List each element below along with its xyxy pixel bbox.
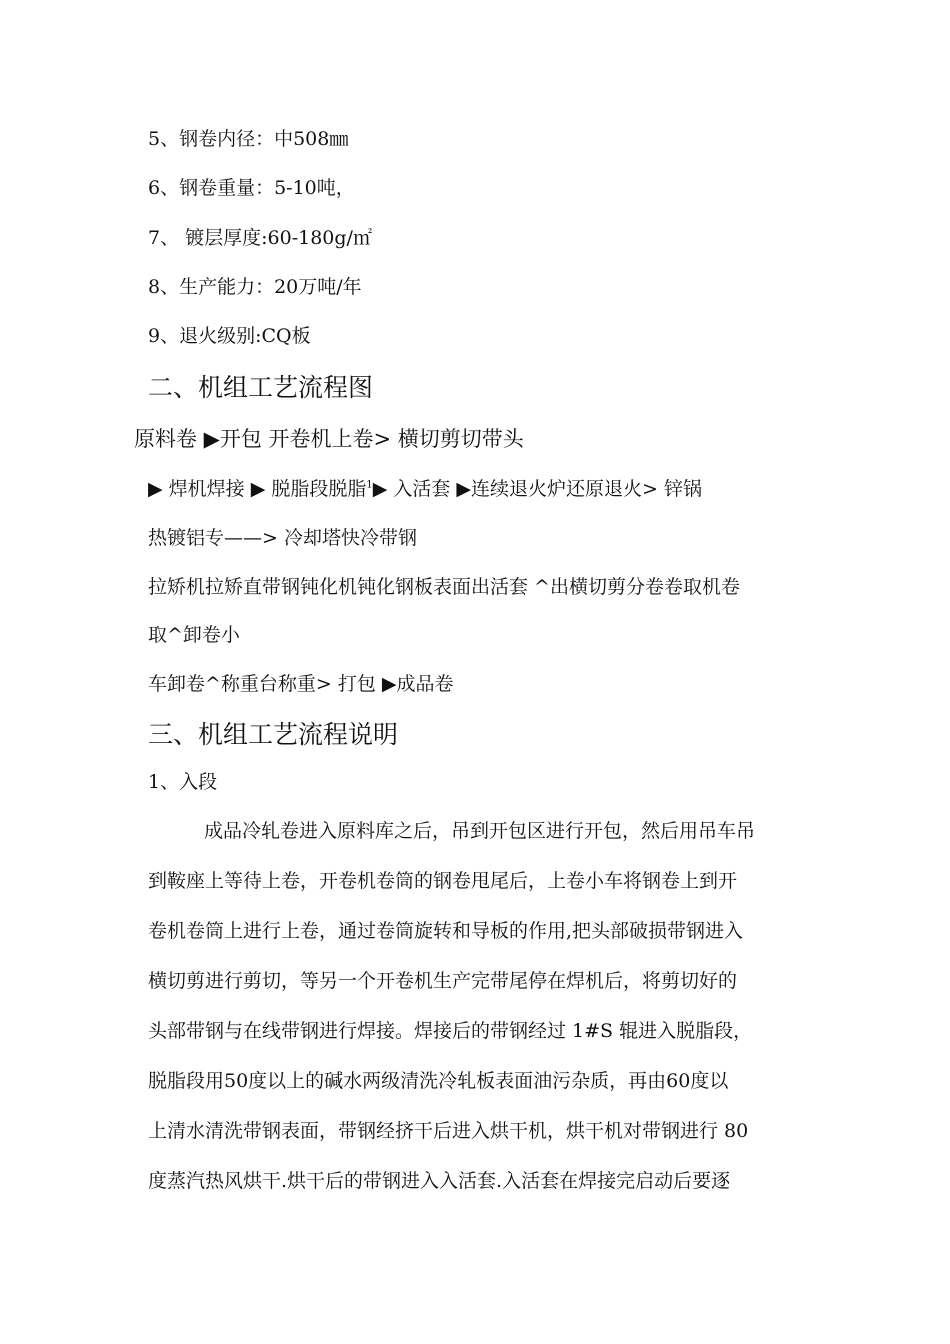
paragraph-line: 成品冷轧卷进入原料库之后，吊到开包区进行开包，然后用吊车吊	[204, 820, 756, 842]
flow-line-2-part-a: ▶ 焊机焊接 ▶ 脱脂段脱脂	[148, 478, 367, 500]
spec-item-coil-weight: 6、钢卷重量：5-10吨，	[148, 177, 355, 199]
flow-line-4: 拉矫机拉矫直带钢钝化机钝化钢板表面出活套 ^出横切剪分卷卷取机卷	[148, 576, 740, 598]
section-heading-flow-description: 三、机组工艺流程说明	[148, 720, 399, 749]
flow-line-6: 车卸卷^称重台称重> 打包 ▶成品卷	[148, 673, 454, 695]
paragraph-line: 脱脂段用50度以上的碱水两级清洗冷轧板表面油污杂质，再由60度以	[148, 1070, 729, 1092]
paragraph-line: 卷机卷筒上进行上卷，通过卷筒旋转和导板的作用,把头部破损带钢进入	[148, 920, 744, 942]
paragraph-line: 横切剪进行剪切，等另一个开卷机生产完带尾停在焊机后，将剪切好的	[148, 970, 738, 992]
flow-line-5: 取^卸卷小	[148, 624, 240, 646]
spec-item-inner-diameter: 5、钢卷内径：中508㎜	[148, 128, 349, 150]
flow-line-1: 原料卷 ▶开包 开卷机上卷> 横切剪切带头	[134, 427, 524, 451]
flow-footnote-marker: 1	[366, 479, 373, 491]
spec-item-annealing-grade: 9、退火级别:CQ板	[148, 325, 311, 347]
subsection-title-entry: 1、入段	[148, 771, 218, 793]
section-heading-flow-chart: 二、机组工艺流程图	[148, 373, 374, 402]
paragraph-line: 上清水清洗带钢表面，带钢经挤干后进入烘干机，烘干机对带钢进行 80	[148, 1120, 749, 1142]
paragraph-line: 度蒸汽热风烘干.烘干后的带钢进入入活套.入活套在焊接完启动后要逐	[148, 1170, 731, 1192]
flow-line-3: 热镀铝专——> 冷却塔快冷带钢	[148, 527, 417, 549]
flow-line-2-part-b: ▶ 入活套 ▶连续退火炉还原退火> 锌锅	[372, 478, 702, 500]
spec-item-coating-thickness: 7、 镀层厚度:60-180g/㎡	[148, 227, 372, 249]
paragraph-line: 到鞍座上等待上卷，开卷机卷筒的钢卷甩尾后，上卷小车将钢卷上到开	[148, 870, 738, 892]
spec-item-capacity: 8、生产能力：20万吨/年	[148, 276, 362, 298]
paragraph-line: 头部带钢与在线带钢进行焊接。焊接后的带钢经过 1#S 辊进入脱脂段，	[148, 1020, 753, 1042]
entry-section-paragraph	[148, 806, 828, 1206]
flow-line-2	[148, 477, 702, 501]
